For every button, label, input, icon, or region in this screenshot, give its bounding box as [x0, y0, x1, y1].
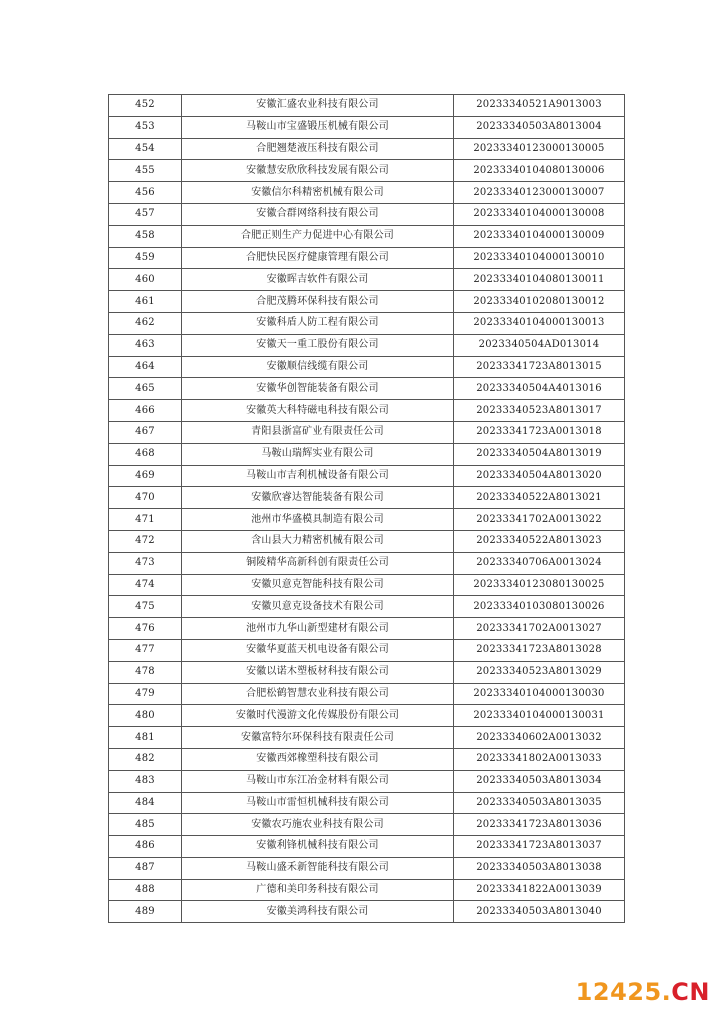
table-row — [109, 879, 625, 901]
row-number-cell: 455 — [109, 160, 182, 182]
record-code-cell: 20233340503A8013038 — [454, 857, 625, 879]
table-row — [109, 530, 625, 552]
table-row — [109, 596, 625, 618]
row-number-cell: 459 — [109, 247, 182, 269]
table-row — [109, 574, 625, 596]
record-code-cell: 20233340504A8013020 — [454, 465, 625, 487]
table-row — [109, 312, 625, 334]
row-number-cell: 471 — [109, 509, 182, 531]
company-name-cell: 池州市九华山新型建材有限公司 — [182, 618, 454, 640]
record-code-cell: 20233340102080130012 — [454, 291, 625, 313]
table-row — [109, 225, 625, 247]
record-code-cell: 20233341702A0013027 — [454, 618, 625, 640]
row-number-cell: 487 — [109, 857, 182, 879]
row-number-cell: 466 — [109, 400, 182, 422]
company-name-cell: 安徽西郊橡塑科技有限公司 — [182, 748, 454, 770]
site-watermark-logo — [576, 978, 710, 1006]
table-row — [109, 770, 625, 792]
table-row — [109, 247, 625, 269]
row-number-cell: 478 — [109, 661, 182, 683]
table-row — [109, 857, 625, 879]
row-number-cell: 482 — [109, 748, 182, 770]
table-row — [109, 814, 625, 836]
row-number-cell: 479 — [109, 683, 182, 705]
row-number-cell: 456 — [109, 182, 182, 204]
table-row — [109, 95, 625, 117]
table-row — [109, 727, 625, 749]
company-name-cell: 安徽华夏蓝天机电设备有限公司 — [182, 639, 454, 661]
record-code-cell: 20233340123000130007 — [454, 182, 625, 204]
company-name-cell: 马鞍山市吉利机械设备有限公司 — [182, 465, 454, 487]
record-code-cell: 20233340103080130026 — [454, 596, 625, 618]
row-number-cell: 483 — [109, 770, 182, 792]
record-code-cell: 20233341723A8013036 — [454, 814, 625, 836]
row-number-cell: 486 — [109, 836, 182, 858]
record-code-cell: 20233340522A8013023 — [454, 530, 625, 552]
company-name-cell: 合肥松鹤智慧农业科技有限公司 — [182, 683, 454, 705]
record-code-cell: 20233340104000130009 — [454, 225, 625, 247]
company-name-cell: 安徽欣睿达智能装备有限公司 — [182, 487, 454, 509]
record-code-cell: 20233340504A4013016 — [454, 378, 625, 400]
table-row — [109, 618, 625, 640]
table-row — [109, 356, 625, 378]
company-name-cell: 马鞍山市东江冶金材料有限公司 — [182, 770, 454, 792]
company-name-cell: 青阳县浙富矿业有限责任公司 — [182, 421, 454, 443]
row-number-cell: 473 — [109, 552, 182, 574]
company-name-cell: 马鞍山市雷恒机械科技有限公司 — [182, 792, 454, 814]
company-name-cell: 安徽以诺木塑板材科技有限公司 — [182, 661, 454, 683]
company-name-cell: 马鞍山盛禾新智能科技有限公司 — [182, 857, 454, 879]
table-row — [109, 182, 625, 204]
table-row — [109, 291, 625, 313]
table-row — [109, 116, 625, 138]
table-row — [109, 443, 625, 465]
company-name-cell: 含山县大力精密机械有限公司 — [182, 530, 454, 552]
table-row — [109, 465, 625, 487]
row-number-cell: 458 — [109, 225, 182, 247]
record-code-cell: 20233341723A8013037 — [454, 836, 625, 858]
record-code-cell: 20233340602A0013032 — [454, 727, 625, 749]
row-number-cell: 457 — [109, 203, 182, 225]
record-code-cell: 20233341723A8013015 — [454, 356, 625, 378]
record-code-cell: 20233340104000130013 — [454, 312, 625, 334]
record-code-cell: 20233340123000130005 — [454, 138, 625, 160]
watermark-tld: CN — [671, 978, 710, 1006]
table-row — [109, 400, 625, 422]
table-row — [109, 901, 625, 923]
company-name-cell: 铜陵精华高新科创有限责任公司 — [182, 552, 454, 574]
record-code-cell: 20233340503A8013004 — [454, 116, 625, 138]
row-number-cell: 453 — [109, 116, 182, 138]
record-code-cell: 20233341802A0013033 — [454, 748, 625, 770]
table-row — [109, 138, 625, 160]
record-code-cell: 20233340123080130025 — [454, 574, 625, 596]
record-code-cell: 2023340504AD013014 — [454, 334, 625, 356]
record-code-cell: 20233340503A8013040 — [454, 901, 625, 923]
row-number-cell: 475 — [109, 596, 182, 618]
company-name-cell: 马鞍山市宝盛锻压机械有限公司 — [182, 116, 454, 138]
company-name-cell: 安徽农巧施农业科技有限公司 — [182, 814, 454, 836]
row-number-cell: 477 — [109, 639, 182, 661]
row-number-cell: 460 — [109, 269, 182, 291]
table-row — [109, 748, 625, 770]
row-number-cell: 474 — [109, 574, 182, 596]
company-table — [108, 94, 625, 923]
record-code-cell: 20233340523A8013029 — [454, 661, 625, 683]
row-number-cell: 467 — [109, 421, 182, 443]
table-row — [109, 378, 625, 400]
row-number-cell: 476 — [109, 618, 182, 640]
company-name-cell: 马鞍山瑞辉实业有限公司 — [182, 443, 454, 465]
record-code-cell: 20233341822A0013039 — [454, 879, 625, 901]
company-table-body — [109, 95, 625, 923]
row-number-cell: 488 — [109, 879, 182, 901]
watermark-number: 12425 — [575, 978, 662, 1006]
row-number-cell: 465 — [109, 378, 182, 400]
company-name-cell: 安徽英大科特磁电科技有限公司 — [182, 400, 454, 422]
company-name-cell: 池州市华盛模具制造有限公司 — [182, 509, 454, 531]
table-row — [109, 639, 625, 661]
company-name-cell: 合肥正则生产力促进中心有限公司 — [182, 225, 454, 247]
company-name-cell: 广德和美印务科技有限公司 — [182, 879, 454, 901]
company-name-cell: 安徽利锋机械科技有限公司 — [182, 836, 454, 858]
company-name-cell: 合肥快民医疗健康管理有限公司 — [182, 247, 454, 269]
row-number-cell: 489 — [109, 901, 182, 923]
table-row — [109, 269, 625, 291]
row-number-cell: 470 — [109, 487, 182, 509]
company-name-cell: 合肥茂腾环保科技有限公司 — [182, 291, 454, 313]
table-row — [109, 334, 625, 356]
table-row — [109, 836, 625, 858]
company-name-cell: 合肥翘楚液压科技有限公司 — [182, 138, 454, 160]
record-code-cell: 20233340104000130030 — [454, 683, 625, 705]
record-code-cell: 20233340104000130010 — [454, 247, 625, 269]
table-row — [109, 509, 625, 531]
row-number-cell: 461 — [109, 291, 182, 313]
company-name-cell: 安徽时代漫游文化传媒股份有限公司 — [182, 705, 454, 727]
record-code-cell: 20233340521A9013003 — [454, 95, 625, 117]
row-number-cell: 463 — [109, 334, 182, 356]
table-row — [109, 683, 625, 705]
watermark-dot: . — [661, 978, 672, 1006]
record-code-cell: 20233340523A8013017 — [454, 400, 625, 422]
record-code-cell: 20233341702A0013022 — [454, 509, 625, 531]
row-number-cell: 464 — [109, 356, 182, 378]
company-name-cell: 安徽天一重工股份有限公司 — [182, 334, 454, 356]
record-code-cell: 20233340522A8013021 — [454, 487, 625, 509]
table-row — [109, 661, 625, 683]
record-code-cell: 20233340104000130008 — [454, 203, 625, 225]
company-name-cell: 安徽美鸿科技有限公司 — [182, 901, 454, 923]
table-row — [109, 421, 625, 443]
company-name-cell: 安徽华创智能装备有限公司 — [182, 378, 454, 400]
company-name-cell: 安徽科盾人防工程有限公司 — [182, 312, 454, 334]
row-number-cell: 462 — [109, 312, 182, 334]
company-name-cell: 安徽信尔科精密机械有限公司 — [182, 182, 454, 204]
record-code-cell: 20233340503A8013035 — [454, 792, 625, 814]
company-name-cell: 安徽贝意克设备技术有限公司 — [182, 596, 454, 618]
company-name-cell: 安徽慧安欣欣科技发展有限公司 — [182, 160, 454, 182]
table-row — [109, 203, 625, 225]
company-name-cell: 安徽富特尔环保科技有限责任公司 — [182, 727, 454, 749]
record-code-cell: 20233340104000130031 — [454, 705, 625, 727]
row-number-cell: 472 — [109, 530, 182, 552]
record-code-cell: 20233341723A8013028 — [454, 639, 625, 661]
row-number-cell: 452 — [109, 95, 182, 117]
row-number-cell: 469 — [109, 465, 182, 487]
company-name-cell: 安徽合群网络科技有限公司 — [182, 203, 454, 225]
company-name-cell: 安徽贝意克智能科技有限公司 — [182, 574, 454, 596]
table-row — [109, 552, 625, 574]
record-code-cell: 20233340503A8013034 — [454, 770, 625, 792]
record-code-cell: 20233340104080130006 — [454, 160, 625, 182]
record-code-cell: 20233340104080130011 — [454, 269, 625, 291]
company-name-cell: 安徽顺信线缆有限公司 — [182, 356, 454, 378]
row-number-cell: 454 — [109, 138, 182, 160]
row-number-cell: 480 — [109, 705, 182, 727]
row-number-cell: 485 — [109, 814, 182, 836]
table-row — [109, 705, 625, 727]
company-name-cell: 安徽晖吉软件有限公司 — [182, 269, 454, 291]
table-row — [109, 792, 625, 814]
row-number-cell: 468 — [109, 443, 182, 465]
row-number-cell: 481 — [109, 727, 182, 749]
record-code-cell: 20233340504A8013019 — [454, 443, 625, 465]
row-number-cell: 484 — [109, 792, 182, 814]
record-code-cell: 20233341723A0013018 — [454, 421, 625, 443]
table-row — [109, 160, 625, 182]
table-row — [109, 487, 625, 509]
record-code-cell: 20233340706A0013024 — [454, 552, 625, 574]
company-name-cell: 安徽汇盛农业科技有限公司 — [182, 95, 454, 117]
